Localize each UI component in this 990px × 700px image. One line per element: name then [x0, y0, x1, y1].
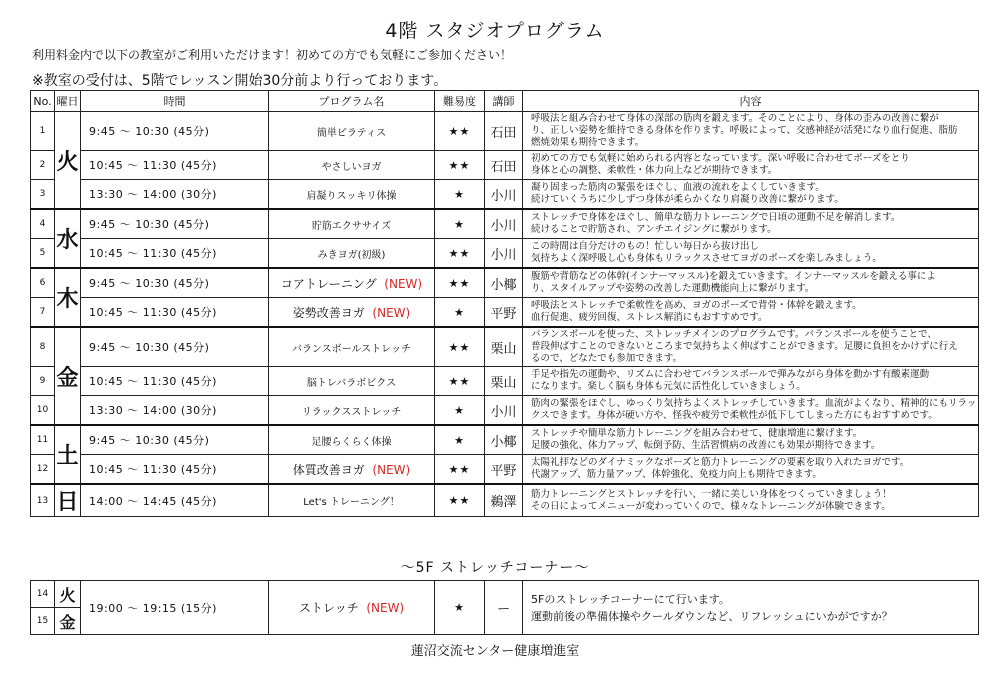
instructor-cell: 鵜澤: [485, 484, 523, 517]
header-content: 内容: [523, 91, 979, 112]
row-number: 10: [31, 396, 55, 426]
content-line: 5Fのストレッチコーナーにて行います。: [531, 592, 730, 606]
program-name: 簡単ピラティス: [316, 127, 387, 139]
instructor-cell: 小椰: [485, 268, 523, 298]
header-time: 時間: [81, 91, 269, 112]
table-row: [31, 396, 979, 426]
content-cell: [523, 581, 979, 635]
content-line: 凝り固まった筋肉の緊張をほぐし、血液の流れをよくしていきます。: [531, 182, 825, 193]
row-number: 8: [31, 327, 55, 367]
difficulty-cell: ★★: [435, 455, 485, 485]
program-name: 肩凝りスッキリ体操: [306, 190, 397, 202]
new-badge: (NEW): [372, 462, 411, 477]
day-cell: 木: [55, 268, 81, 327]
instructor-cell: ー: [485, 581, 523, 635]
content-line: 足腰の強化、体力アップ、転倒予防、生活習慣病の改善にも効果が期待できます。: [531, 440, 881, 451]
day-cell: 金: [55, 608, 81, 635]
instructor-cell: 石田: [485, 151, 523, 180]
time-cell: 10:45 ～ 11:30 (45分): [81, 151, 269, 180]
schedule-table: [30, 90, 979, 517]
content-line: り、正しい姿勢を維持できる身体を作ります。呼吸によって、交感神経が活発になり血行促進、脂肪: [531, 125, 958, 136]
instructor-cell: 小川: [485, 180, 523, 210]
content-line: 普段伸ばすことのできないところまで気持ちよく伸ばすことができます。足腰に負担をかけずに行え: [531, 341, 958, 352]
content-line: り、スタイルアップや姿勢の改善した運動機能向上に繋がります。: [531, 283, 815, 294]
reception-notice: ※教室の受付は、5階でレッスン開始30分前より行っております。: [32, 73, 448, 89]
difficulty-cell: ★★: [435, 239, 485, 269]
content-cell: [523, 327, 979, 367]
row-number: 3: [31, 180, 55, 210]
row-number: 6: [31, 268, 55, 298]
content-line: バランスボールを使った、ストレッチメインのプログラムです。バランスボールを使うことで、: [531, 329, 937, 340]
content-line: 身体と心の調整、柔軟性・体力向上などが期待できます。: [531, 165, 778, 176]
program-cell: [269, 396, 435, 426]
program-cell: [269, 425, 435, 455]
table-row: [31, 455, 979, 485]
content-cell: [523, 425, 979, 455]
row-number: 14: [31, 581, 55, 608]
content-cell: [523, 209, 979, 239]
page-title: 4階 スタジオプログラム: [385, 20, 605, 42]
program-cell: [269, 367, 435, 396]
time-cell: 9:45 ～ 10:30 (45分): [81, 209, 269, 239]
time-cell: 19:00 ～ 19:15 (15分): [81, 581, 269, 635]
row-number: 15: [31, 608, 55, 635]
program-cell: [269, 151, 435, 180]
program-cell: [269, 112, 435, 151]
row-number: 5: [31, 239, 55, 269]
content-cell: [523, 180, 979, 210]
time-cell: 13:30 ～ 14:00 (30分): [81, 180, 269, 210]
stretch-corner-table: [30, 580, 979, 635]
instructor-cell: 平野: [485, 455, 523, 485]
program-name: やさしいヨガ: [321, 161, 382, 173]
instructor-cell: 小川: [485, 209, 523, 239]
content-line: ストレッチや簡単な筋力トレーニングを組み合わせて、健康増進に繋げます。: [531, 428, 863, 439]
content-cell: [523, 455, 979, 485]
difficulty-cell: ★: [435, 209, 485, 239]
time-cell: 10:45 ～ 11:30 (45分): [81, 455, 269, 485]
content-line: 続けていくうちに少しずつ身体が柔らかくなり肩凝り改善に繋がります。: [531, 194, 844, 205]
content-cell: [523, 112, 979, 151]
program-name: リラックスストレッチ: [301, 406, 402, 418]
row-number: 9: [31, 367, 55, 396]
footer-text: 蓮沼交流センター健康増進室: [410, 644, 580, 659]
instructor-cell: 栗山: [485, 367, 523, 396]
program-name: バランスボールストレッチ: [291, 343, 412, 355]
instructor-cell: 栗山: [485, 327, 523, 367]
time-cell: 9:45 ～ 10:30 (45分): [81, 425, 269, 455]
program-cell: [269, 455, 435, 485]
program-name: みきヨガ(初級): [317, 249, 386, 261]
time-cell: 13:30 ～ 14:00 (30分): [81, 396, 269, 426]
table-row: [31, 581, 979, 608]
row-number: 12: [31, 455, 55, 485]
time-cell: 10:45 ～ 11:30 (45分): [81, 239, 269, 269]
content-line: になります。楽しく脳も身体も元気に活性化していきましょう。: [531, 381, 806, 392]
header-instructor: 講師: [485, 91, 523, 112]
difficulty-cell: ★: [435, 581, 485, 635]
time-cell: 10:45 ～ 11:30 (45分): [81, 298, 269, 328]
content-line: 筋肉の緊張をほぐし、ゆっくり気持ちよくストレッチしていきます。血流がよくなり、精神的にもリラッ: [531, 398, 977, 409]
content-line: ストレッチで身体をほぐし、簡単な筋力トレーニングで日頃の運動不足を解消します。: [531, 212, 901, 223]
table-header-row: [31, 91, 979, 112]
instructor-cell: 小川: [485, 239, 523, 269]
difficulty-cell: ★★: [435, 151, 485, 180]
difficulty-cell: ★★: [435, 268, 485, 298]
difficulty-cell: ★★: [435, 327, 485, 367]
program-cell: [269, 484, 435, 517]
content-cell: [523, 396, 979, 426]
difficulty-cell: ★: [435, 180, 485, 210]
content-line: 代謝アップ、筋力量アップ、体幹強化、免疫力向上も期待できます。: [531, 469, 822, 480]
content-line: 運動前後の準備体操やクールダウンなど、リフレッシュにいかがですか？: [531, 609, 893, 623]
program-cell: [269, 239, 435, 269]
content-line: 手足や指先の運動や、リズムに合わせてバランスボールで弾みながら身体を動かす有酸素運動: [531, 369, 930, 380]
program-cell: [269, 298, 435, 328]
program-cell: [269, 209, 435, 239]
content-line: 腹筋や背筋などの体幹(インナーマッスル)を鍛えていきます。インナーマッスルを鍛える事によ: [531, 271, 936, 282]
content-cell: [523, 239, 979, 269]
time-cell: 14:00 ～ 14:45 (45分): [81, 484, 269, 517]
program-name: コアトレーニング: [280, 276, 377, 291]
program-cell: [269, 581, 435, 635]
time-cell: 9:45 ～ 10:30 (45分): [81, 268, 269, 298]
table-row: [31, 209, 979, 239]
instructor-cell: 小川: [485, 396, 523, 426]
day-cell: 日: [55, 484, 81, 517]
header-program: プログラム名: [269, 91, 435, 112]
table-row: [31, 180, 979, 210]
content-line: 燃焼効果も期待できます。: [531, 137, 645, 148]
difficulty-cell: ★: [435, 425, 485, 455]
new-badge: (NEW): [366, 601, 405, 615]
stretch-corner-title: ～5F ストレッチコーナー～: [400, 560, 590, 576]
header-difficulty: 難易度: [435, 91, 485, 112]
day-cell: 金: [55, 327, 81, 425]
content-cell: [523, 298, 979, 328]
difficulty-cell: ★★: [435, 367, 485, 396]
program-name: 貯筋エクササイズ: [311, 220, 392, 232]
new-badge: (NEW): [372, 305, 411, 320]
program-cell: [269, 268, 435, 298]
table-row: [31, 327, 979, 367]
program-cell: [269, 327, 435, 367]
header-no: No.: [31, 91, 55, 112]
program-name: 体質改善ヨガ: [292, 462, 365, 477]
program-name: ストレッチ: [298, 601, 359, 615]
table-row: [31, 298, 979, 328]
time-cell: 9:45 ～ 10:30 (45分): [81, 112, 269, 151]
content-line: 太陽礼拝などのダイナミックなポーズと筋力トレーニングの要素を取り入れたヨガです。: [531, 457, 910, 468]
program-name: 姿勢改善ヨガ: [292, 305, 365, 320]
difficulty-cell: ★: [435, 298, 485, 328]
intro-text: 利用料金内で以下の教室がご利用いただけます！初めての方でも気軽にご参加ください！: [32, 48, 513, 62]
content-cell: [523, 484, 979, 517]
content-line: 筋力トレーニングとストレッチを行い、一緒に美しい身体をつくっていきましょう！: [531, 488, 892, 500]
row-number: 1: [31, 112, 55, 151]
time-cell: 10:45 ～ 11:30 (45分): [81, 367, 269, 396]
row-number: 2: [31, 151, 55, 180]
row-number: 4: [31, 209, 55, 239]
table-row: [31, 151, 979, 180]
day-cell: 水: [55, 209, 81, 268]
content-line: 血行促進、疲労回復、ストレス解消にもおすすめです。: [531, 312, 768, 323]
content-line: るので、どなたでも参加できます。: [531, 353, 683, 364]
content-line: 初めての方でも気軽に始められる内容となっています。深い呼吸に合わせてポーズをとり: [531, 153, 910, 164]
day-cell: 火: [55, 112, 81, 210]
content-line: クスできます。身体が硬い方や、怪我や疲労で柔軟性が低下してしまった方にもおすすめです。: [531, 410, 938, 421]
program-name: Let's トレーニング！: [303, 497, 400, 508]
day-cell: 火: [55, 581, 81, 608]
content-line: 気持ちよく深呼吸し心も身体もリラックスさせてヨガのポーズを楽しみましょう。: [531, 253, 882, 264]
content-cell: [523, 367, 979, 396]
table-row: [31, 367, 979, 396]
content-line: 続けることで貯筋され、アンチエイジングに繋がります。: [531, 224, 777, 235]
difficulty-cell: ★★: [435, 484, 485, 517]
table-row: [31, 239, 979, 269]
instructor-cell: 小椰: [485, 425, 523, 455]
header-day: 曜日: [55, 91, 81, 112]
day-cell: 土: [55, 425, 81, 484]
new-badge: (NEW): [384, 276, 423, 291]
content-cell: [523, 151, 979, 180]
program-cell: [269, 180, 435, 210]
content-line: 呼吸法とストレッチで柔軟性を高め、ヨガのポーズで背骨・体幹を鍛えます。: [531, 300, 862, 311]
difficulty-cell: ★★: [435, 112, 485, 151]
row-number: 7: [31, 298, 55, 328]
content-cell: [523, 268, 979, 298]
table-row: [31, 268, 979, 298]
content-line: この時間は自分だけのもの！忙しい毎日から抜け出し: [531, 241, 760, 252]
time-cell: 9:45 ～ 10:30 (45分): [81, 327, 269, 367]
row-number: 13: [31, 484, 55, 517]
instructor-cell: 石田: [485, 112, 523, 151]
program-name: 足腰らくらく体操: [311, 436, 392, 448]
instructor-cell: 平野: [485, 298, 523, 328]
content-line: その日によってメニューが変わっていくので、様々なトレーニングが体験できます。: [531, 500, 891, 512]
content-line: 呼吸法と組み合わせて身体の深部の筋肉を鍛えます。そのことにより、身体の歪みの改善に繋が: [531, 113, 939, 124]
table-row: [31, 484, 979, 517]
program-name: 脳トレバラボビクス: [306, 377, 397, 389]
table-row: [31, 112, 979, 151]
table-row: [31, 425, 979, 455]
difficulty-cell: ★: [435, 396, 485, 426]
row-number: 11: [31, 425, 55, 455]
